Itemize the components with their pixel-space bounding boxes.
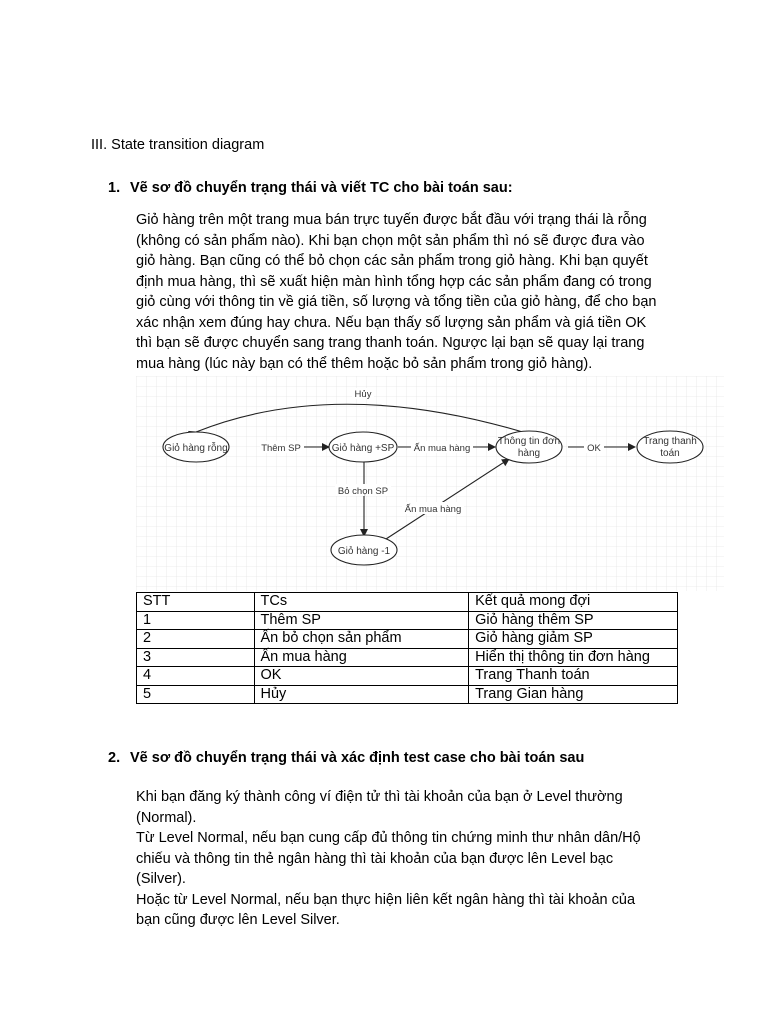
state-cart-minus-label: Giỏ hàng -1 — [337, 546, 391, 557]
question-1-title: Vẽ sơ đồ chuyển trạng thái và viết TC cho bài toán sau: — [130, 180, 513, 196]
table-cell: Trang Thanh toán — [469, 667, 678, 686]
question-2-title: Vẽ sơ đồ chuyển trạng thái và xác định test case cho bài toán sau — [130, 750, 585, 766]
table-cell: Ấn mua hàng — [254, 648, 469, 667]
edge-label-buy-2: Ấn mua hàng — [404, 504, 462, 515]
paragraph-line: Từ Level Normal, nếu bạn cung cấp đủ thông tin chứng minh thư nhân dân/Hộ — [136, 830, 641, 846]
edge-label-cancel: Hủy — [354, 389, 372, 400]
paragraph-line: mua hàng (lúc này bạn có thể thêm hoặc bỏ sản phẩm trong giỏ hàng). — [136, 355, 593, 372]
table-header-cell: Kết quả mong đợi — [469, 593, 678, 612]
table-cell: Trang Gian hàng — [469, 685, 678, 704]
table-cell: 2 — [137, 630, 255, 649]
table-cell: OK — [254, 667, 469, 686]
paragraph-line: bạn cũng được lên Level Silver. — [136, 912, 340, 928]
table-cell: Ấn bỏ chọn sản phẩm — [254, 630, 469, 649]
section-heading: III. State transition diagram — [91, 137, 265, 153]
table-cell: Giỏ hàng thêm SP — [469, 611, 678, 630]
test-case-table — [136, 592, 678, 704]
state-cart-plus-label: Giỏ hàng +SP — [331, 443, 395, 454]
table-cell: Hủy — [254, 685, 469, 704]
paragraph-line: giỏ cùng với thông tin về giá tiền, số lượng và tổng tiền của giỏ hàng, để cho bạn — [136, 294, 657, 310]
table-row — [137, 611, 678, 630]
question-1-heading — [108, 180, 513, 196]
edge-label-ok: OK — [587, 443, 601, 454]
state-order-info-label-2: hàng — [517, 448, 541, 459]
edge-label-buy: Ấn mua hàng — [413, 443, 471, 454]
table-header-row — [137, 593, 678, 612]
state-order-info-label-1: Thông tin đơn — [497, 436, 561, 447]
edge-label-remove: Bỏ chọn SP — [337, 486, 389, 497]
table-row — [137, 630, 678, 649]
paragraph-line: Khi bạn đăng ký thành công ví điện tử thì tài khoản của bạn ở Level thường — [136, 789, 623, 805]
state-transition-diagram — [136, 376, 724, 591]
paragraph-line: Hoặc từ Level Normal, nếu bạn thực hiện liên kết ngân hàng thì tài khoản của — [136, 891, 636, 908]
paragraph-line: giỏ hàng. Bạn cũng có thể bỏ chọn các sản phẩm trong giỏ hàng. Khi bạn quyết — [136, 253, 648, 269]
table-cell: 3 — [137, 648, 255, 667]
table-cell: 1 — [137, 611, 255, 630]
table-row — [137, 685, 678, 704]
paragraph-line: thì bạn sẽ được chuyển sang trang thanh toán. Ngược lại bạn sẽ quay lại trang — [136, 335, 645, 351]
edge-label-add: Thêm SP — [261, 443, 301, 454]
state-empty-cart-label: Giỏ hàng rỗng — [164, 443, 228, 454]
diagram-canvas — [136, 376, 724, 591]
table-cell: Giỏ hàng giảm SP — [469, 630, 678, 649]
question-2-number: 2. — [108, 750, 121, 766]
paragraph-line: (Normal). — [136, 809, 197, 826]
table-row — [137, 667, 678, 686]
paragraph-line: (không có sản phẩm nào). Khi bạn chọn một sản phẩm thì nó sẽ được đưa vào — [136, 232, 645, 249]
table-header-cell: TCs — [254, 593, 469, 612]
table-cell: 5 — [137, 685, 255, 704]
diagram-grid — [136, 376, 724, 591]
state-payment-page-label-2: toán — [660, 448, 680, 459]
paragraph-line: chiếu và thông tin thẻ ngân hàng thì tài khoản của bạn được lên Level bạc — [136, 850, 614, 867]
table-cell: 4 — [137, 667, 255, 686]
table-cell: Hiển thị thông tin đơn hàng — [469, 648, 678, 667]
table-header-cell: STT — [137, 593, 255, 612]
question-1-paragraph — [136, 210, 696, 374]
question-1-number: 1. — [108, 180, 121, 196]
state-payment-page-label-1: Trang thanh — [643, 436, 697, 447]
paragraph-line: định mua hàng, thì sẽ xuất hiện màn hình tổng hợp các sản phẩm đang có trong — [136, 273, 652, 290]
question-2-paragraph — [136, 787, 696, 931]
question-2-heading — [108, 750, 584, 766]
paragraph-line: xác nhận xem đúng hay chưa. Nếu bạn thấy số lượng sản phẩm và giá tiền OK — [136, 314, 647, 331]
table-row — [137, 648, 678, 667]
paragraph-line: (Silver). — [136, 871, 186, 887]
table-cell: Thêm SP — [254, 611, 469, 630]
paragraph-line: Giỏ hàng trên một trang mua bán trực tuyến được bắt đầu với trạng thái là rỗng — [136, 212, 647, 228]
